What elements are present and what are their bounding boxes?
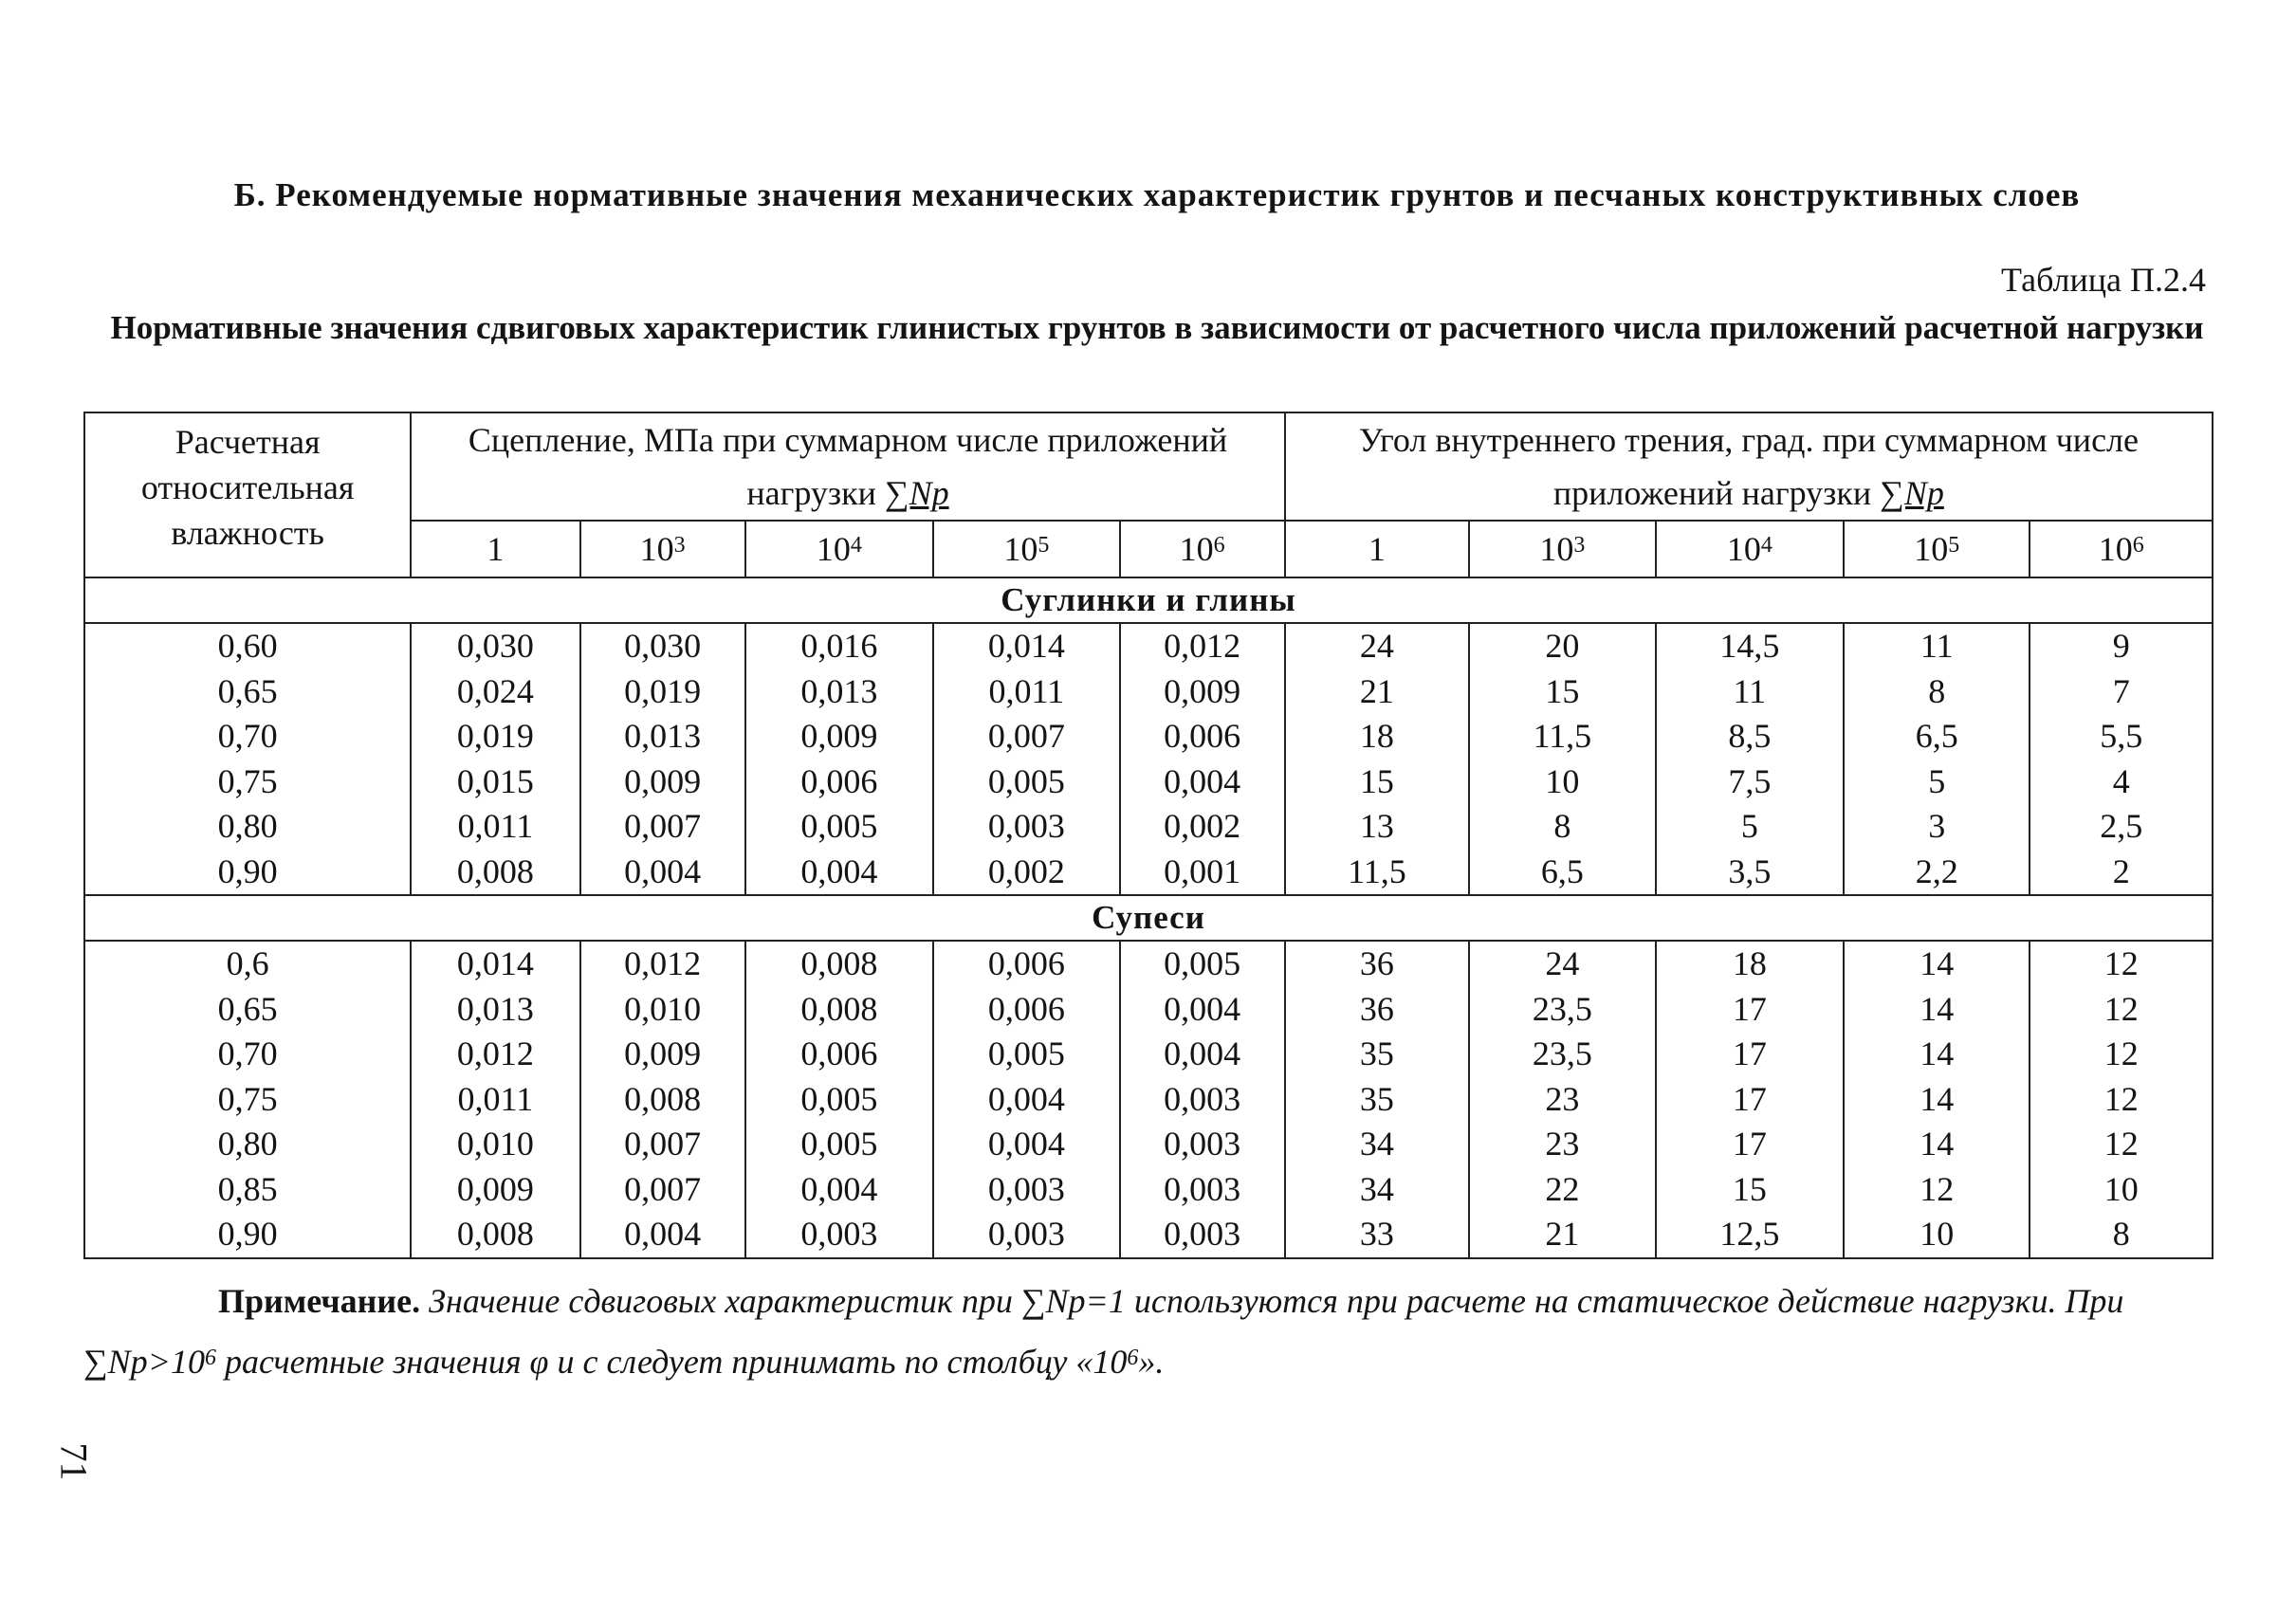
cohesion-cell: 0,005 [1120,941,1285,987]
angle-cell: 5 [1844,760,2030,805]
moisture-cell: 0,80 [84,1122,411,1167]
cohesion-cell: 0,006 [1120,714,1285,760]
angle-cell: 17 [1656,1032,1844,1077]
angle-cell: 13 [1285,804,1469,850]
angle-cell: 10 [1844,1212,2030,1258]
table-row [84,850,2213,896]
moisture-cell: 0,80 [84,804,411,850]
angle-cell: 10 [1469,760,1655,805]
angle-cell: 21 [1469,1212,1655,1258]
table-row [84,1122,2213,1167]
angle-cell: 17 [1656,1077,1844,1123]
angle-cell: 35 [1285,1032,1469,1077]
moisture-cell: 0,85 [84,1167,411,1213]
angle-cell: 23 [1469,1122,1655,1167]
angle-cell: 12 [2030,941,2213,987]
cohesion-cell: 0,004 [1120,1032,1285,1077]
angle-cell: 10 [2030,1167,2213,1213]
cohesion-cell: 0,013 [745,669,933,715]
angle-cell: 23,5 [1469,987,1655,1033]
note-text-5: ». [1138,1343,1165,1381]
table-row [84,987,2213,1033]
cohesion-cell: 0,005 [745,1122,933,1167]
note-text-1: Значение сдвиговых характеристик при [429,1282,1013,1320]
section-title: Б. Рекомендуемые нормативные значения механических характеристик грунтов и песчаных конструктивных слоев [233,176,2081,213]
page-number: 71 [52,1442,96,1481]
angle-load-count-header: $10^5$ [1844,521,2030,577]
moisture-cell: 0,90 [84,850,411,896]
cohesion-cell: 0,007 [580,1122,745,1167]
cohesion-cell: 0,003 [933,804,1119,850]
angle-load-count-header: $10^4$ [1656,521,1844,577]
table-row [84,1167,2213,1213]
cohesion-cell: 0,009 [745,714,933,760]
header-cohesion-text: Сцепление, МПа при суммарном числе приложений нагрузки [468,421,1228,512]
table-note [83,1271,2208,1392]
angle-cell: 35 [1285,1077,1469,1123]
table-row [84,804,2213,850]
note-np-1: ∑Np [1020,1282,1086,1320]
angle-cell: 5,5 [2030,714,2213,760]
cohesion-cell: 0,003 [1120,1167,1285,1213]
angle-cell: 12 [1844,1167,2030,1213]
angle-cell: 14 [1844,1122,2030,1167]
angle-cell: 15 [1469,669,1655,715]
table-row [84,1212,2213,1258]
angle-cell: 2 [2030,850,2213,896]
angle-load-count-header: $10^3$ [1469,521,1655,577]
cohesion-cell: 0,016 [745,623,933,669]
note-text-2: =1 используются при расчете на статическое действие нагрузки. При [1085,1282,2124,1320]
note-text-3: >10 [147,1343,205,1381]
angle-cell: 5 [1656,804,1844,850]
angle-cell: 9 [2030,623,2213,669]
angle-cell: 20 [1469,623,1655,669]
cohesion-load-count-header: $10^3$ [580,521,745,577]
cohesion-cell: 0,006 [933,987,1119,1033]
cohesion-cell: 0,012 [580,941,745,987]
cohesion-cell: 0,012 [1120,623,1285,669]
angle-cell: 3 [1844,804,2030,850]
angle-cell: 15 [1656,1167,1844,1213]
cohesion-cell: 0,004 [580,850,745,896]
cohesion-cell: 0,013 [411,987,579,1033]
header-angle [1285,412,2213,521]
cohesion-cell: 0,024 [411,669,579,715]
cohesion-cell: 0,003 [1120,1212,1285,1258]
header-moisture: Расчетная относительная влажность [84,412,411,577]
angle-cell: 36 [1285,987,1469,1033]
cohesion-cell: 0,003 [933,1212,1119,1258]
cohesion-cell: 0,011 [411,1077,579,1123]
cohesion-cell: 0,009 [580,760,745,805]
angle-cell: 34 [1285,1167,1469,1213]
cohesion-cell: 0,002 [1120,804,1285,850]
angle-cell: 7,5 [1656,760,1844,805]
cohesion-cell: 0,004 [580,1212,745,1258]
angle-cell: 12 [2030,1032,2213,1077]
cohesion-cell: 0,015 [411,760,579,805]
angle-cell: 24 [1469,941,1655,987]
angle-cell: 8 [1844,669,2030,715]
cohesion-cell: 0,019 [580,669,745,715]
table-caption: Нормативные значения сдвиговых характеристик глинистых грунтов в зависимости от расчетного числа приложений расчетной нагрузки [110,309,2204,346]
cohesion-cell: 0,006 [745,760,933,805]
cohesion-cell: 0,004 [745,1167,933,1213]
note-heading: Примечание. [218,1282,421,1320]
angle-cell: 33 [1285,1212,1469,1258]
cohesion-cell: 0,011 [933,669,1119,715]
angle-cell: 7 [2030,669,2213,715]
cohesion-cell: 0,005 [933,760,1119,805]
soil-group-heading: Суглинки и глины [84,577,2213,623]
angle-cell: 17 [1656,1122,1844,1167]
cohesion-load-count-header: 1 [411,521,579,577]
cohesion-load-count-header: $10^6$ [1120,521,1285,577]
moisture-cell: 0,6 [84,941,411,987]
soil-group-heading: Супеси [84,895,2213,941]
table-row [84,941,2213,987]
angle-cell: 18 [1285,714,1469,760]
angle-cell: 2,5 [2030,804,2213,850]
shear-characteristics-table [83,412,2213,1259]
table-row [84,669,2213,715]
note-text-4: расчетные значения φ и c следует принимать по столбцу «10 [224,1343,1128,1381]
note-np-2: ∑Np [83,1343,148,1381]
angle-cell: 8 [1469,804,1655,850]
cohesion-cell: 0,004 [1120,760,1285,805]
cohesion-cell: 0,003 [1120,1122,1285,1167]
angle-cell: 18 [1656,941,1844,987]
cohesion-cell: 0,007 [933,714,1119,760]
angle-cell: 23 [1469,1077,1655,1123]
cohesion-cell: 0,030 [411,623,579,669]
angle-cell: 11 [1656,669,1844,715]
cohesion-cell: 0,005 [745,804,933,850]
table-row [84,760,2213,805]
angle-cell: 11,5 [1285,850,1469,896]
angle-cell: 14 [1844,1032,2030,1077]
moisture-cell: 0,65 [84,987,411,1033]
angle-cell: 11 [1844,623,2030,669]
angle-cell: 8 [2030,1212,2213,1258]
angle-cell: 4 [2030,760,2213,805]
moisture-cell: 0,90 [84,1212,411,1258]
cohesion-cell: 0,012 [411,1032,579,1077]
angle-cell: 3,5 [1656,850,1844,896]
angle-cell: 14 [1844,1077,2030,1123]
note-exp-1: 6 [204,1346,216,1370]
table-row [84,623,2213,669]
cohesion-cell: 0,002 [933,850,1119,896]
table-row [84,1077,2213,1123]
angle-cell: 8,5 [1656,714,1844,760]
cohesion-cell: 0,006 [933,941,1119,987]
cohesion-cell: 0,008 [580,1077,745,1123]
header-angle-text: Угол внутреннего трения, град. при суммарном числе приложений нагрузки [1358,421,2139,512]
angle-cell: 12 [2030,987,2213,1033]
angle-cell: 22 [1469,1167,1655,1213]
cohesion-cell: 0,003 [1120,1077,1285,1123]
cohesion-cell: 0,007 [580,1167,745,1213]
angle-cell: 24 [1285,623,1469,669]
table-label: Таблица П.2.4 [2001,261,2206,299]
cohesion-cell: 0,003 [745,1212,933,1258]
angle-cell: 2,2 [1844,850,2030,896]
moisture-cell: 0,70 [84,714,411,760]
cohesion-cell: 0,009 [411,1167,579,1213]
cohesion-cell: 0,008 [411,1212,579,1258]
angle-cell: 14,5 [1656,623,1844,669]
cohesion-cell: 0,001 [1120,850,1285,896]
angle-cell: 6,5 [1469,850,1655,896]
angle-cell: 21 [1285,669,1469,715]
angle-cell: 15 [1285,760,1469,805]
cohesion-cell: 0,005 [933,1032,1119,1077]
cohesion-cell: 0,007 [580,804,745,850]
angle-load-count-header: $10^6$ [2030,521,2213,577]
angle-cell: 36 [1285,941,1469,987]
angle-cell: 12 [2030,1077,2213,1123]
note-exp-2: 6 [1127,1346,1139,1370]
header-cohesion [411,412,1284,521]
cohesion-cell: 0,004 [933,1122,1119,1167]
cohesion-load-count-header: $10^4$ [745,521,933,577]
moisture-cell: 0,70 [84,1032,411,1077]
cohesion-cell: 0,005 [745,1077,933,1123]
angle-cell: 34 [1285,1122,1469,1167]
cohesion-cell: 0,003 [933,1167,1119,1213]
cohesion-cell: 0,030 [580,623,745,669]
cohesion-cell: 0,014 [411,941,579,987]
cohesion-cell: 0,010 [411,1122,579,1167]
moisture-cell: 0,65 [84,669,411,715]
angle-cell: 12 [2030,1122,2213,1167]
cohesion-cell: 0,008 [745,987,933,1033]
table-row [84,714,2213,760]
cohesion-cell: 0,004 [1120,987,1285,1033]
cohesion-cell: 0,009 [580,1032,745,1077]
angle-cell: 17 [1656,987,1844,1033]
moisture-cell: 0,60 [84,623,411,669]
angle-cell: 14 [1844,987,2030,1033]
cohesion-cell: 0,009 [1120,669,1285,715]
moisture-cell: 0,75 [84,760,411,805]
cohesion-cell: 0,010 [580,987,745,1033]
cohesion-cell: 0,008 [745,941,933,987]
table-row [84,1032,2213,1077]
cohesion-load-count-header: $10^5$ [933,521,1119,577]
moisture-cell: 0,75 [84,1077,411,1123]
angle-load-count-header: 1 [1285,521,1469,577]
cohesion-cell: 0,011 [411,804,579,850]
angle-cell: 6,5 [1844,714,2030,760]
cohesion-cell: 0,006 [745,1032,933,1077]
cohesion-cell: 0,008 [411,850,579,896]
header-angle-np: ∑Np [1880,474,1944,512]
angle-cell: 14 [1844,941,2030,987]
cohesion-cell: 0,004 [745,850,933,896]
cohesion-cell: 0,004 [933,1077,1119,1123]
cohesion-cell: 0,014 [933,623,1119,669]
cohesion-cell: 0,013 [580,714,745,760]
angle-cell: 23,5 [1469,1032,1655,1077]
angle-cell: 12,5 [1656,1212,1844,1258]
header-cohesion-np: ∑Np [884,474,949,512]
cohesion-cell: 0,019 [411,714,579,760]
angle-cell: 11,5 [1469,714,1655,760]
